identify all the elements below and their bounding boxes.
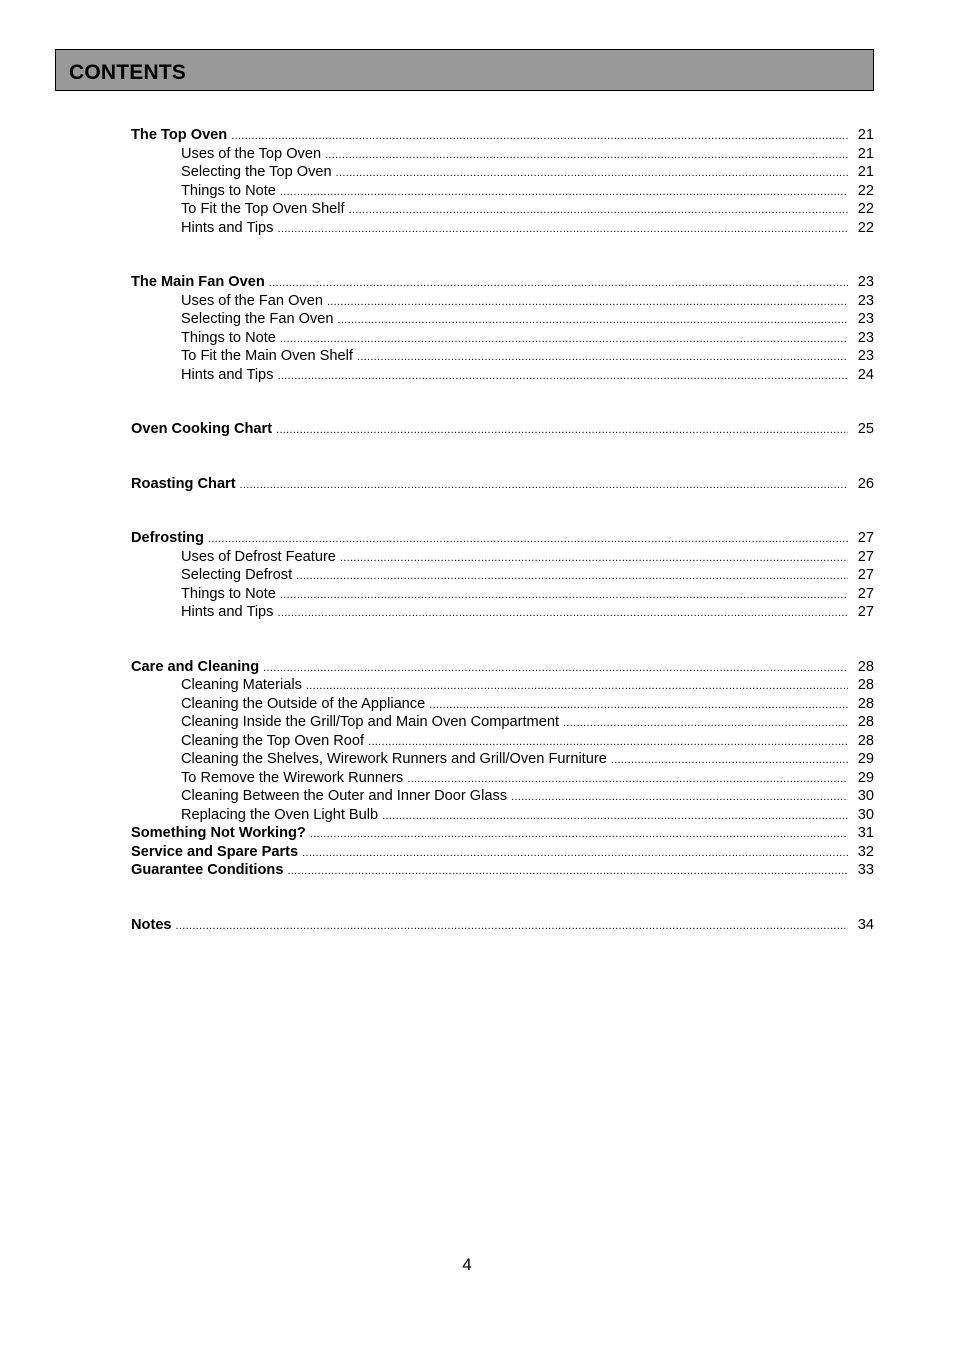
toc-page-number: 30 — [857, 806, 874, 823]
toc-subentry[interactable] — [131, 585, 874, 604]
dot-leader — [269, 274, 848, 292]
toc-subentry[interactable] — [131, 566, 874, 585]
toc-subentry[interactable] — [131, 603, 874, 622]
toc-entry-title: Care and Cleaning — [131, 658, 260, 675]
toc-page-number: 24 — [857, 366, 874, 383]
dot-leader — [280, 330, 848, 348]
toc-page-number: 28 — [857, 714, 874, 730]
toc-entry-title: Cleaning the Shelves, Wirework Runners and Grill/Oven Furniture — [181, 751, 607, 767]
table-of-contents — [131, 126, 874, 934]
dot-leader — [276, 421, 848, 439]
dot-leader — [310, 825, 848, 843]
dot-leader — [302, 844, 848, 862]
toc-entry[interactable] — [131, 529, 874, 548]
toc-entry[interactable] — [131, 475, 874, 494]
toc-page-number: 27 — [857, 548, 874, 565]
toc-page-number: 28 — [857, 658, 874, 675]
toc-subentry[interactable] — [131, 787, 874, 806]
toc-subentry[interactable] — [131, 292, 874, 311]
toc-subentry[interactable] — [131, 310, 874, 329]
toc-entry-title: Cleaning Inside the Grill/Top and Main Oven Compartment — [181, 714, 560, 730]
toc-section — [131, 843, 874, 862]
toc-entry-title: Cleaning Between the Outer and Inner Door Glass — [181, 788, 508, 804]
toc-page-number: 22 — [857, 219, 874, 236]
toc-subentry[interactable] — [131, 806, 874, 825]
dot-leader — [277, 220, 848, 238]
dot-leader — [382, 807, 848, 825]
toc-subentry[interactable] — [131, 769, 874, 788]
dot-leader — [176, 917, 848, 935]
toc-page-number: 22 — [857, 201, 874, 217]
dot-leader — [338, 311, 848, 329]
toc-entry[interactable] — [131, 843, 874, 862]
toc-page-number: 28 — [857, 677, 874, 693]
dot-leader — [611, 751, 848, 769]
dot-leader — [349, 201, 848, 219]
toc-section — [131, 529, 874, 622]
toc-entry-title: The Main Fan Oven — [131, 274, 265, 290]
toc-entry-title: To Fit the Top Oven Shelf — [181, 201, 345, 217]
toc-entry-title: Uses of Defrost Feature — [181, 548, 336, 565]
toc-subentry[interactable] — [131, 145, 874, 164]
toc-page-number: 23 — [857, 329, 874, 346]
dot-leader — [336, 164, 848, 182]
section-spacer — [131, 493, 874, 529]
contents-header-bar — [55, 49, 874, 91]
toc-page-number: 28 — [857, 695, 874, 712]
toc-entry-title: To Fit the Main Oven Shelf — [181, 348, 353, 364]
toc-page-number: 23 — [857, 311, 874, 327]
toc-entry-title: Hints and Tips — [181, 366, 274, 383]
toc-subentry[interactable] — [131, 366, 874, 385]
toc-entry[interactable] — [131, 916, 874, 935]
toc-page-number: 27 — [857, 585, 874, 602]
toc-entry-title: Selecting the Fan Oven — [181, 311, 334, 327]
toc-subentry[interactable] — [131, 732, 874, 751]
dot-leader — [327, 293, 848, 311]
toc-page-number: 27 — [857, 530, 874, 546]
toc-entry-title: Selecting the Top Oven — [181, 164, 332, 180]
toc-entry-title: Things to Note — [181, 585, 276, 602]
toc-page-number: 27 — [857, 567, 874, 583]
toc-entry-title: Something Not Working? — [131, 825, 306, 841]
toc-section — [131, 420, 874, 439]
toc-section — [131, 916, 874, 935]
toc-entry[interactable] — [131, 861, 874, 880]
toc-page-number: 27 — [857, 604, 874, 620]
toc-page-number: 23 — [857, 292, 874, 309]
toc-entry-title: Roasting Chart — [131, 475, 236, 492]
dot-leader — [231, 127, 848, 145]
toc-subentry[interactable] — [131, 676, 874, 695]
dot-leader — [296, 567, 848, 585]
section-spacer — [131, 237, 874, 273]
toc-page-number: 32 — [857, 843, 874, 860]
toc-page-number: 23 — [857, 274, 874, 290]
toc-entry-title: Cleaning the Outside of the Appliance — [181, 695, 426, 712]
toc-entry-title: The Top Oven — [131, 127, 228, 143]
dot-leader — [263, 659, 848, 677]
toc-page-number: 34 — [857, 916, 874, 933]
toc-subentry[interactable] — [131, 548, 874, 567]
dot-leader — [407, 770, 848, 788]
toc-subentry[interactable] — [131, 347, 874, 366]
toc-page-number: 31 — [857, 825, 874, 841]
toc-entry-title: Notes — [131, 916, 172, 933]
toc-entry[interactable] — [131, 824, 874, 843]
toc-page-number: 21 — [857, 127, 874, 143]
toc-page-number: 30 — [857, 788, 874, 804]
toc-entry-title: Uses of the Top Oven — [181, 145, 322, 162]
toc-entry-title: Things to Note — [181, 329, 276, 346]
toc-entry[interactable] — [131, 658, 874, 677]
toc-page-number: 28 — [857, 732, 874, 749]
toc-entry-title: Selecting Defrost — [181, 567, 293, 583]
toc-subentry[interactable] — [131, 750, 874, 769]
toc-entry-title: Defrosting — [131, 530, 204, 546]
section-spacer — [131, 439, 874, 475]
toc-subentry[interactable] — [131, 200, 874, 219]
toc-page-number: 21 — [857, 145, 874, 162]
toc-page-number: 25 — [857, 421, 874, 437]
toc-section — [131, 273, 874, 384]
section-spacer — [131, 622, 874, 658]
dot-leader — [277, 604, 848, 622]
dot-leader — [429, 696, 848, 714]
toc-entry-title: Things to Note — [181, 182, 276, 199]
toc-section — [131, 126, 874, 237]
toc-page-number: 21 — [857, 164, 874, 180]
toc-page-number: 22 — [857, 182, 874, 199]
toc-entry-title: Hints and Tips — [181, 604, 274, 620]
toc-subentry[interactable] — [131, 695, 874, 714]
toc-entry-title: Hints and Tips — [181, 219, 274, 236]
toc-entry-title: Replacing the Oven Light Bulb — [181, 806, 379, 823]
section-spacer — [131, 880, 874, 916]
dot-leader — [511, 788, 848, 806]
dot-leader — [357, 348, 848, 366]
dot-leader — [563, 714, 848, 732]
section-spacer — [131, 384, 874, 420]
dot-leader — [287, 862, 848, 880]
dot-leader — [280, 586, 848, 604]
dot-leader — [325, 146, 848, 164]
page-number: 4 — [462, 1255, 472, 1274]
toc-page-number: 29 — [857, 769, 874, 786]
toc-entry[interactable] — [131, 126, 874, 145]
page-title: CONTENTS — [69, 61, 187, 84]
toc-entry-title: Service and Spare Parts — [131, 843, 299, 860]
dot-leader — [277, 367, 848, 385]
toc-entry[interactable] — [131, 273, 874, 292]
toc-section — [131, 824, 874, 843]
toc-entry-title: Oven Cooking Chart — [131, 421, 273, 437]
dot-leader — [240, 476, 848, 494]
toc-subentry[interactable] — [131, 329, 874, 348]
toc-entry-title: To Remove the Wirework Runners — [181, 769, 404, 786]
toc-entry-title: Uses of the Fan Oven — [181, 292, 323, 309]
toc-section — [131, 475, 874, 494]
toc-subentry[interactable] — [131, 219, 874, 238]
toc-entry[interactable] — [131, 420, 874, 439]
dot-leader — [340, 549, 848, 567]
dot-leader — [306, 677, 848, 695]
toc-section — [131, 861, 874, 880]
dot-leader — [280, 183, 848, 201]
toc-subentry[interactable] — [131, 163, 874, 182]
dot-leader — [208, 530, 848, 548]
toc-page-number: 23 — [857, 348, 874, 364]
toc-page-number: 26 — [857, 475, 874, 492]
toc-page-number: 29 — [857, 751, 874, 767]
toc-subentry[interactable] — [131, 713, 874, 732]
toc-entry-title: Cleaning the Top Oven Roof — [181, 732, 365, 749]
dot-leader — [368, 733, 848, 751]
toc-entry-title: Cleaning Materials — [181, 677, 302, 693]
toc-subentry[interactable] — [131, 182, 874, 201]
toc-section — [131, 658, 874, 825]
toc-page-number: 33 — [857, 862, 874, 878]
toc-entry-title: Guarantee Conditions — [131, 862, 284, 878]
